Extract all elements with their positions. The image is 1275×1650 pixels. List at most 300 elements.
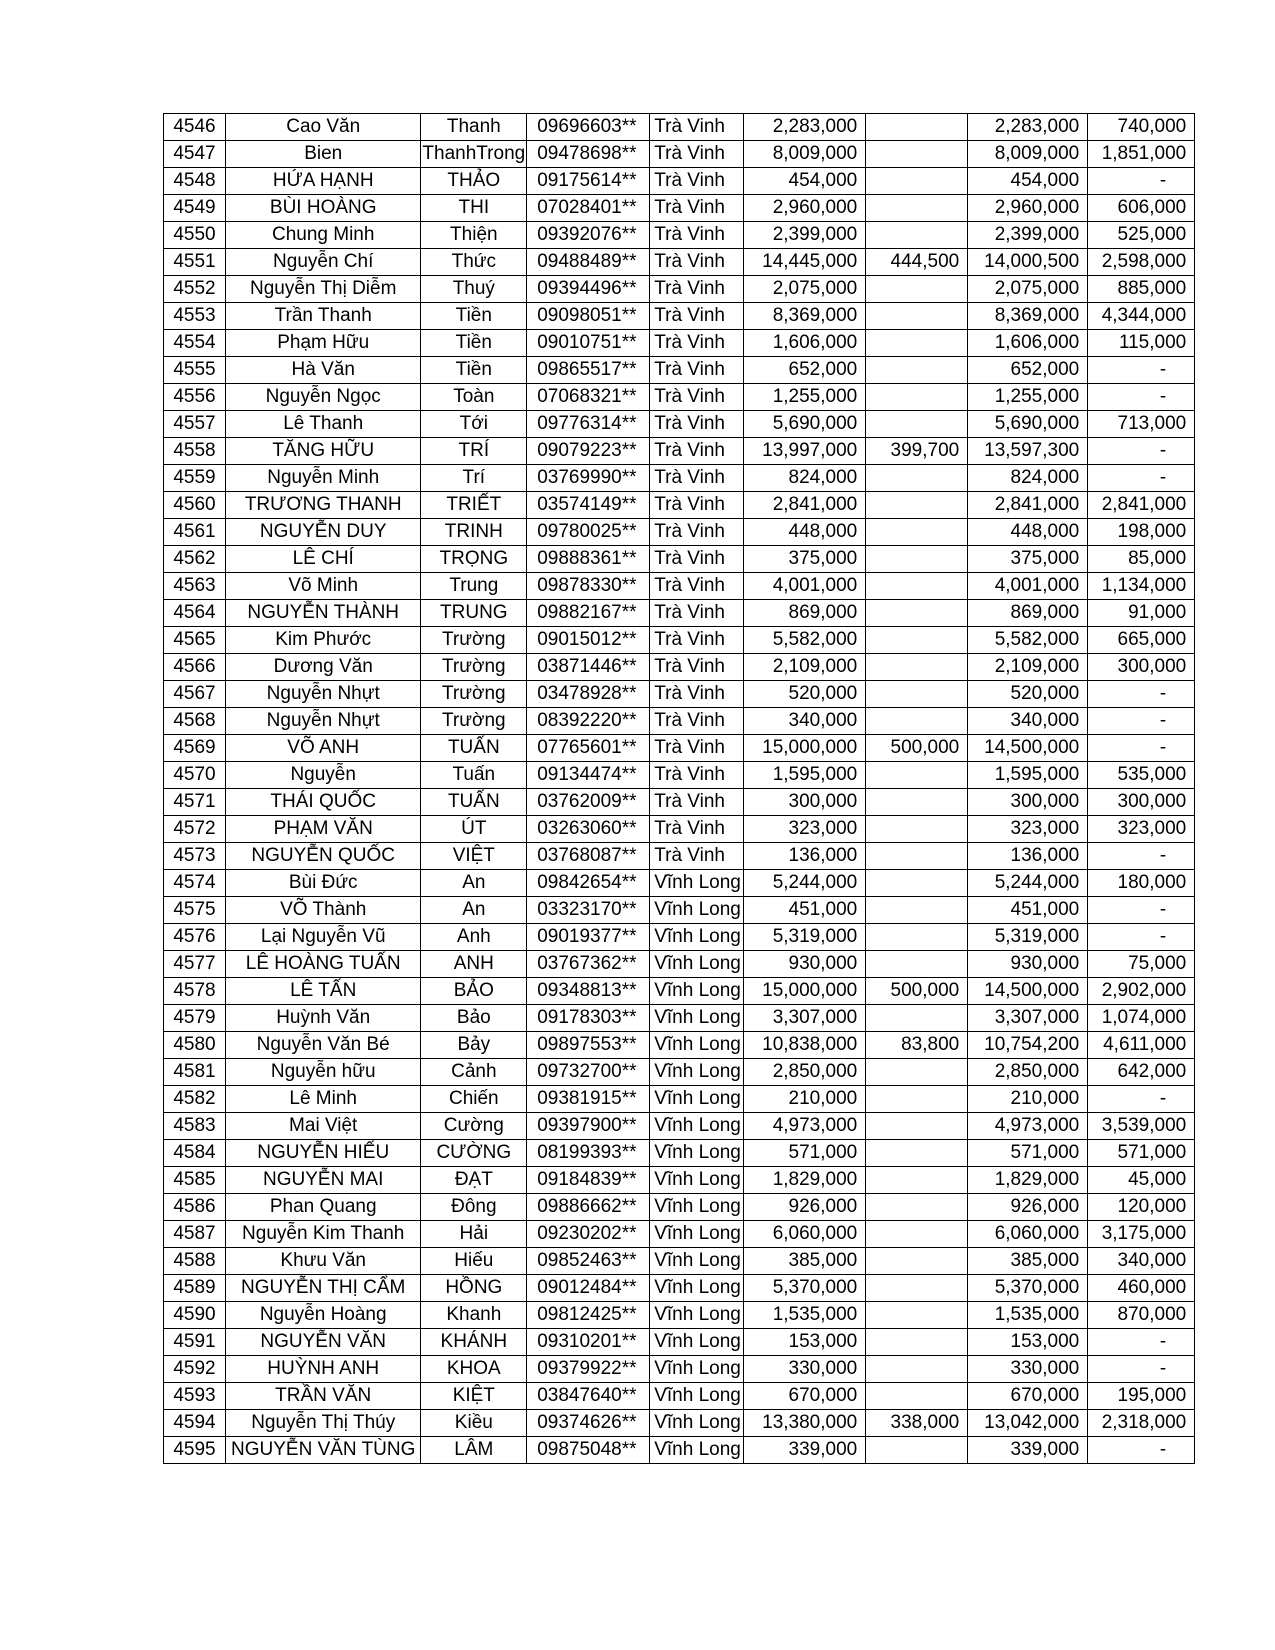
deduction-cell: [866, 1113, 968, 1140]
deduction-cell: [866, 1383, 968, 1410]
paid-amount-cell: 642,000: [1088, 1059, 1195, 1086]
net-amount-cell: 340,000: [968, 708, 1088, 735]
surname-given-cell: BÙI HOÀNG: [226, 195, 421, 222]
surname-given-cell: Nguyễn Thị Thúy: [226, 1410, 421, 1437]
table-row: [164, 843, 1195, 870]
surname-given-cell: Phan Quang: [226, 1194, 421, 1221]
deduction-cell: [866, 1167, 968, 1194]
table-row: [164, 357, 1195, 384]
total-amount-cell: 869,000: [744, 600, 866, 627]
phone-cell: 09178303**: [527, 1005, 650, 1032]
surname-given-cell: NGUYỄN MAI: [226, 1167, 421, 1194]
first-name-cell: Thức: [421, 249, 527, 276]
province-cell: Vĩnh Long: [650, 897, 744, 924]
province-cell: Vĩnh Long: [650, 1437, 744, 1464]
phone-cell: 09865517**: [527, 357, 650, 384]
phone-cell: 09381915**: [527, 1086, 650, 1113]
total-amount-cell: 8,369,000: [744, 303, 866, 330]
province-cell: Trà Vinh: [650, 654, 744, 681]
table-row: [164, 762, 1195, 789]
province-cell: Vĩnh Long: [650, 1113, 744, 1140]
surname-given-cell: Nguyễn Nhựt: [226, 681, 421, 708]
phone-cell: 09776314**: [527, 411, 650, 438]
phone-cell: 09842654**: [527, 870, 650, 897]
row-number-cell: 4570: [164, 762, 226, 789]
total-amount-cell: 2,283,000: [744, 114, 866, 141]
table-row: [164, 600, 1195, 627]
surname-given-cell: Bùi Đức: [226, 870, 421, 897]
row-number-cell: 4577: [164, 951, 226, 978]
table-row: [164, 1410, 1195, 1437]
first-name-cell: KHOA: [421, 1356, 527, 1383]
paid-amount-cell: -: [1088, 465, 1195, 492]
province-cell: Trà Vinh: [650, 357, 744, 384]
paid-amount-cell: 120,000: [1088, 1194, 1195, 1221]
paid-amount-cell: -: [1088, 843, 1195, 870]
province-cell: Trà Vinh: [650, 573, 744, 600]
first-name-cell: TRIẾT: [421, 492, 527, 519]
row-number-cell: 4588: [164, 1248, 226, 1275]
surname-given-cell: Nguyễn: [226, 762, 421, 789]
surname-given-cell: Hà Văn: [226, 357, 421, 384]
province-cell: Trà Vinh: [650, 249, 744, 276]
net-amount-cell: 10,754,200: [968, 1032, 1088, 1059]
total-amount-cell: 2,960,000: [744, 195, 866, 222]
row-number-cell: 4572: [164, 816, 226, 843]
net-amount-cell: 451,000: [968, 897, 1088, 924]
surname-given-cell: NGUYỄN QUỐC: [226, 843, 421, 870]
paid-amount-cell: -: [1088, 1437, 1195, 1464]
row-number-cell: 4554: [164, 330, 226, 357]
total-amount-cell: 13,997,000: [744, 438, 866, 465]
phone-cell: 09888361**: [527, 546, 650, 573]
first-name-cell: Trường: [421, 681, 527, 708]
total-amount-cell: 5,690,000: [744, 411, 866, 438]
total-amount-cell: 339,000: [744, 1437, 866, 1464]
row-number-cell: 4591: [164, 1329, 226, 1356]
net-amount-cell: 5,319,000: [968, 924, 1088, 951]
table-row: [164, 330, 1195, 357]
phone-cell: 09175614**: [527, 168, 650, 195]
first-name-cell: BẢO: [421, 978, 527, 1005]
phone-cell: 09780025**: [527, 519, 650, 546]
province-cell: Trà Vinh: [650, 384, 744, 411]
table-row: [164, 1383, 1195, 1410]
deduction-cell: [866, 1194, 968, 1221]
deduction-cell: [866, 843, 968, 870]
phone-cell: 09394496**: [527, 276, 650, 303]
province-cell: Vĩnh Long: [650, 1221, 744, 1248]
first-name-cell: Cường: [421, 1113, 527, 1140]
table-row: [164, 1302, 1195, 1329]
province-cell: Trà Vinh: [650, 627, 744, 654]
total-amount-cell: 2,399,000: [744, 222, 866, 249]
first-name-cell: An: [421, 870, 527, 897]
province-cell: Vĩnh Long: [650, 1302, 744, 1329]
net-amount-cell: 300,000: [968, 789, 1088, 816]
surname-given-cell: Kim Phước: [226, 627, 421, 654]
phone-cell: 03769990**: [527, 465, 650, 492]
province-cell: Vĩnh Long: [650, 978, 744, 1005]
paid-amount-cell: 740,000: [1088, 114, 1195, 141]
net-amount-cell: 5,582,000: [968, 627, 1088, 654]
province-cell: Trà Vinh: [650, 276, 744, 303]
surname-given-cell: Khưu Văn: [226, 1248, 421, 1275]
paid-amount-cell: 2,902,000: [1088, 978, 1195, 1005]
phone-cell: 09878330**: [527, 573, 650, 600]
net-amount-cell: 2,850,000: [968, 1059, 1088, 1086]
province-cell: Vĩnh Long: [650, 1275, 744, 1302]
surname-given-cell: Chung Minh: [226, 222, 421, 249]
phone-cell: 09882167**: [527, 600, 650, 627]
net-amount-cell: 1,255,000: [968, 384, 1088, 411]
paid-amount-cell: 535,000: [1088, 762, 1195, 789]
paid-amount-cell: 115,000: [1088, 330, 1195, 357]
deduction-cell: [866, 681, 968, 708]
total-amount-cell: 10,838,000: [744, 1032, 866, 1059]
row-number-cell: 4575: [164, 897, 226, 924]
surname-given-cell: NGUYỄN DUY: [226, 519, 421, 546]
table-row: [164, 870, 1195, 897]
table-row: [164, 519, 1195, 546]
province-cell: Vĩnh Long: [650, 1059, 744, 1086]
net-amount-cell: 4,001,000: [968, 573, 1088, 600]
net-amount-cell: 8,009,000: [968, 141, 1088, 168]
first-name-cell: Thiện: [421, 222, 527, 249]
first-name-cell: An: [421, 897, 527, 924]
table-row: [164, 411, 1195, 438]
province-cell: Trà Vinh: [650, 816, 744, 843]
province-cell: Trà Vinh: [650, 546, 744, 573]
deduction-cell: [866, 1356, 968, 1383]
surname-given-cell: Nguyễn Nhựt: [226, 708, 421, 735]
net-amount-cell: 520,000: [968, 681, 1088, 708]
net-amount-cell: 153,000: [968, 1329, 1088, 1356]
deduction-cell: [866, 1086, 968, 1113]
row-number-cell: 4562: [164, 546, 226, 573]
province-cell: Vĩnh Long: [650, 1140, 744, 1167]
phone-cell: 03847640**: [527, 1383, 650, 1410]
total-amount-cell: 15,000,000: [744, 978, 866, 1005]
total-amount-cell: 520,000: [744, 681, 866, 708]
table-row: [164, 546, 1195, 573]
paid-amount-cell: 2,598,000: [1088, 249, 1195, 276]
deduction-cell: 83,800: [866, 1032, 968, 1059]
phone-cell: 09134474**: [527, 762, 650, 789]
paid-amount-cell: -: [1088, 438, 1195, 465]
phone-cell: 09478698**: [527, 141, 650, 168]
row-number-cell: 4553: [164, 303, 226, 330]
first-name-cell: Toàn: [421, 384, 527, 411]
phone-cell: 03767362**: [527, 951, 650, 978]
surname-given-cell: Phạm Hữu: [226, 330, 421, 357]
province-cell: Trà Vinh: [650, 195, 744, 222]
surname-given-cell: Cao Văn: [226, 114, 421, 141]
first-name-cell: Tuấn: [421, 762, 527, 789]
first-name-cell: Tiền: [421, 357, 527, 384]
total-amount-cell: 4,973,000: [744, 1113, 866, 1140]
total-amount-cell: 3,307,000: [744, 1005, 866, 1032]
row-number-cell: 4595: [164, 1437, 226, 1464]
table-row: [164, 384, 1195, 411]
first-name-cell: Trường: [421, 708, 527, 735]
paid-amount-cell: -: [1088, 897, 1195, 924]
surname-given-cell: TRẦN VĂN: [226, 1383, 421, 1410]
total-amount-cell: 4,001,000: [744, 573, 866, 600]
first-name-cell: Kiều: [421, 1410, 527, 1437]
deduction-cell: [866, 654, 968, 681]
total-amount-cell: 323,000: [744, 816, 866, 843]
first-name-cell: Bảo: [421, 1005, 527, 1032]
net-amount-cell: 1,595,000: [968, 762, 1088, 789]
row-number-cell: 4558: [164, 438, 226, 465]
surname-given-cell: Nguyễn hữu: [226, 1059, 421, 1086]
total-amount-cell: 300,000: [744, 789, 866, 816]
total-amount-cell: 1,535,000: [744, 1302, 866, 1329]
row-number-cell: 4582: [164, 1086, 226, 1113]
paid-amount-cell: -: [1088, 168, 1195, 195]
table-row: [164, 1113, 1195, 1140]
surname-given-cell: VÕ ANH: [226, 735, 421, 762]
row-number-cell: 4547: [164, 141, 226, 168]
row-number-cell: 4550: [164, 222, 226, 249]
phone-cell: 09852463**: [527, 1248, 650, 1275]
table-row: [164, 816, 1195, 843]
province-cell: Trà Vinh: [650, 492, 744, 519]
first-name-cell: Anh: [421, 924, 527, 951]
surname-given-cell: HỨA HẠNH: [226, 168, 421, 195]
table-row: [164, 1356, 1195, 1383]
phone-cell: 09392076**: [527, 222, 650, 249]
paid-amount-cell: 195,000: [1088, 1383, 1195, 1410]
first-name-cell: TRUNG: [421, 600, 527, 627]
net-amount-cell: 13,042,000: [968, 1410, 1088, 1437]
net-amount-cell: 2,075,000: [968, 276, 1088, 303]
net-amount-cell: 1,829,000: [968, 1167, 1088, 1194]
first-name-cell: HỒNG: [421, 1275, 527, 1302]
surname-given-cell: Dương Văn: [226, 654, 421, 681]
table-row: [164, 627, 1195, 654]
paid-amount-cell: 340,000: [1088, 1248, 1195, 1275]
total-amount-cell: 8,009,000: [744, 141, 866, 168]
phone-cell: 03263060**: [527, 816, 650, 843]
province-cell: Vĩnh Long: [650, 1248, 744, 1275]
surname-given-cell: NGUYỄN VĂN: [226, 1329, 421, 1356]
first-name-cell: Cảnh: [421, 1059, 527, 1086]
province-cell: Trà Vinh: [650, 843, 744, 870]
phone-cell: 07068321**: [527, 384, 650, 411]
table-row: [164, 114, 1195, 141]
paid-amount-cell: -: [1088, 1356, 1195, 1383]
deduction-cell: [866, 303, 968, 330]
total-amount-cell: 1,255,000: [744, 384, 866, 411]
table-row: [164, 1194, 1195, 1221]
total-amount-cell: 5,582,000: [744, 627, 866, 654]
net-amount-cell: 385,000: [968, 1248, 1088, 1275]
paid-amount-cell: -: [1088, 1329, 1195, 1356]
net-amount-cell: 2,283,000: [968, 114, 1088, 141]
first-name-cell: Chiến: [421, 1086, 527, 1113]
province-cell: Trà Vinh: [650, 141, 744, 168]
deduction-cell: 500,000: [866, 735, 968, 762]
phone-cell: 09812425**: [527, 1302, 650, 1329]
row-number-cell: 4593: [164, 1383, 226, 1410]
net-amount-cell: 339,000: [968, 1437, 1088, 1464]
paid-amount-cell: -: [1088, 1086, 1195, 1113]
surname-given-cell: THÁI QUỐC: [226, 789, 421, 816]
paid-amount-cell: 2,318,000: [1088, 1410, 1195, 1437]
total-amount-cell: 2,075,000: [744, 276, 866, 303]
province-cell: Trà Vinh: [650, 114, 744, 141]
paid-amount-cell: 300,000: [1088, 654, 1195, 681]
paid-amount-cell: -: [1088, 924, 1195, 951]
first-name-cell: Trung: [421, 573, 527, 600]
deduction-cell: 444,500: [866, 249, 968, 276]
total-amount-cell: 451,000: [744, 897, 866, 924]
deduction-cell: [866, 1059, 968, 1086]
phone-cell: 08199393**: [527, 1140, 650, 1167]
row-number-cell: 4559: [164, 465, 226, 492]
first-name-cell: ThanhTrong: [421, 141, 527, 168]
deduction-cell: [866, 897, 968, 924]
first-name-cell: THI: [421, 195, 527, 222]
total-amount-cell: 1,829,000: [744, 1167, 866, 1194]
province-cell: Vĩnh Long: [650, 1005, 744, 1032]
paid-amount-cell: 3,539,000: [1088, 1113, 1195, 1140]
deduction-cell: [866, 546, 968, 573]
net-amount-cell: 5,690,000: [968, 411, 1088, 438]
total-amount-cell: 13,380,000: [744, 1410, 866, 1437]
deduction-cell: [866, 411, 968, 438]
net-amount-cell: 2,960,000: [968, 195, 1088, 222]
net-amount-cell: 3,307,000: [968, 1005, 1088, 1032]
first-name-cell: ĐẠT: [421, 1167, 527, 1194]
province-cell: Trà Vinh: [650, 465, 744, 492]
first-name-cell: Trường: [421, 654, 527, 681]
surname-given-cell: TĂNG HỮU: [226, 438, 421, 465]
province-cell: Trà Vinh: [650, 735, 744, 762]
records-table: [163, 113, 1195, 1464]
surname-given-cell: LÊ CHÍ: [226, 546, 421, 573]
table-row: [164, 1140, 1195, 1167]
first-name-cell: Thuý: [421, 276, 527, 303]
table-row: [164, 222, 1195, 249]
province-cell: Vĩnh Long: [650, 1329, 744, 1356]
deduction-cell: [866, 1005, 968, 1032]
phone-cell: 09310201**: [527, 1329, 650, 1356]
row-number-cell: 4557: [164, 411, 226, 438]
row-number-cell: 4571: [164, 789, 226, 816]
province-cell: Vĩnh Long: [650, 951, 744, 978]
paid-amount-cell: 45,000: [1088, 1167, 1195, 1194]
paid-amount-cell: 180,000: [1088, 870, 1195, 897]
phone-cell: 09379922**: [527, 1356, 650, 1383]
phone-cell: 09230202**: [527, 1221, 650, 1248]
net-amount-cell: 824,000: [968, 465, 1088, 492]
first-name-cell: TRỌNG: [421, 546, 527, 573]
net-amount-cell: 14,000,500: [968, 249, 1088, 276]
row-number-cell: 4579: [164, 1005, 226, 1032]
surname-given-cell: NGUYỄN VĂN TÙNG: [226, 1437, 421, 1464]
row-number-cell: 4561: [164, 519, 226, 546]
province-cell: Trà Vinh: [650, 168, 744, 195]
total-amount-cell: 571,000: [744, 1140, 866, 1167]
surname-given-cell: Nguyễn Kim Thanh: [226, 1221, 421, 1248]
net-amount-cell: 652,000: [968, 357, 1088, 384]
surname-given-cell: Nguyễn Minh: [226, 465, 421, 492]
deduction-cell: [866, 1275, 968, 1302]
table-row: [164, 1248, 1195, 1275]
deduction-cell: [866, 357, 968, 384]
surname-given-cell: TRƯƠNG THANH: [226, 492, 421, 519]
paid-amount-cell: 4,611,000: [1088, 1032, 1195, 1059]
surname-given-cell: PHẠM VĂN: [226, 816, 421, 843]
first-name-cell: Khanh: [421, 1302, 527, 1329]
total-amount-cell: 930,000: [744, 951, 866, 978]
paid-amount-cell: 665,000: [1088, 627, 1195, 654]
province-cell: Trà Vinh: [650, 330, 744, 357]
deduction-cell: [866, 384, 968, 411]
paid-amount-cell: 2,841,000: [1088, 492, 1195, 519]
paid-amount-cell: -: [1088, 384, 1195, 411]
deduction-cell: [866, 870, 968, 897]
first-name-cell: Tiền: [421, 303, 527, 330]
row-number-cell: 4573: [164, 843, 226, 870]
surname-given-cell: Nguyễn Ngọc: [226, 384, 421, 411]
net-amount-cell: 6,060,000: [968, 1221, 1088, 1248]
phone-cell: 09732700**: [527, 1059, 650, 1086]
row-number-cell: 4564: [164, 600, 226, 627]
surname-given-cell: NGUYỄN HIẾU: [226, 1140, 421, 1167]
net-amount-cell: 571,000: [968, 1140, 1088, 1167]
phone-cell: 09397900**: [527, 1113, 650, 1140]
total-amount-cell: 6,060,000: [744, 1221, 866, 1248]
total-amount-cell: 454,000: [744, 168, 866, 195]
row-number-cell: 4566: [164, 654, 226, 681]
phone-cell: 09374626**: [527, 1410, 650, 1437]
row-number-cell: 4581: [164, 1059, 226, 1086]
total-amount-cell: 2,850,000: [744, 1059, 866, 1086]
net-amount-cell: 375,000: [968, 546, 1088, 573]
deduction-cell: [866, 951, 968, 978]
row-number-cell: 4549: [164, 195, 226, 222]
total-amount-cell: 5,370,000: [744, 1275, 866, 1302]
first-name-cell: Đông: [421, 1194, 527, 1221]
first-name-cell: TUẤN: [421, 735, 527, 762]
table-row: [164, 1086, 1195, 1113]
deduction-cell: [866, 600, 968, 627]
deduction-cell: [866, 1302, 968, 1329]
surname-given-cell: Nguyễn Thị Diễm: [226, 276, 421, 303]
row-number-cell: 4555: [164, 357, 226, 384]
phone-cell: 03574149**: [527, 492, 650, 519]
row-number-cell: 4563: [164, 573, 226, 600]
deduction-cell: [866, 168, 968, 195]
surname-given-cell: Huỳnh Văn: [226, 1005, 421, 1032]
table-row: [164, 168, 1195, 195]
province-cell: Trà Vinh: [650, 600, 744, 627]
surname-given-cell: NGUYỄN THÀNH: [226, 600, 421, 627]
total-amount-cell: 153,000: [744, 1329, 866, 1356]
paid-amount-cell: 300,000: [1088, 789, 1195, 816]
deduction-cell: [866, 1329, 968, 1356]
surname-given-cell: LÊ HOÀNG TUẤN: [226, 951, 421, 978]
phone-cell: 03871446**: [527, 654, 650, 681]
phone-cell: 09012484**: [527, 1275, 650, 1302]
row-number-cell: 4546: [164, 114, 226, 141]
phone-cell: 09348813**: [527, 978, 650, 1005]
net-amount-cell: 869,000: [968, 600, 1088, 627]
